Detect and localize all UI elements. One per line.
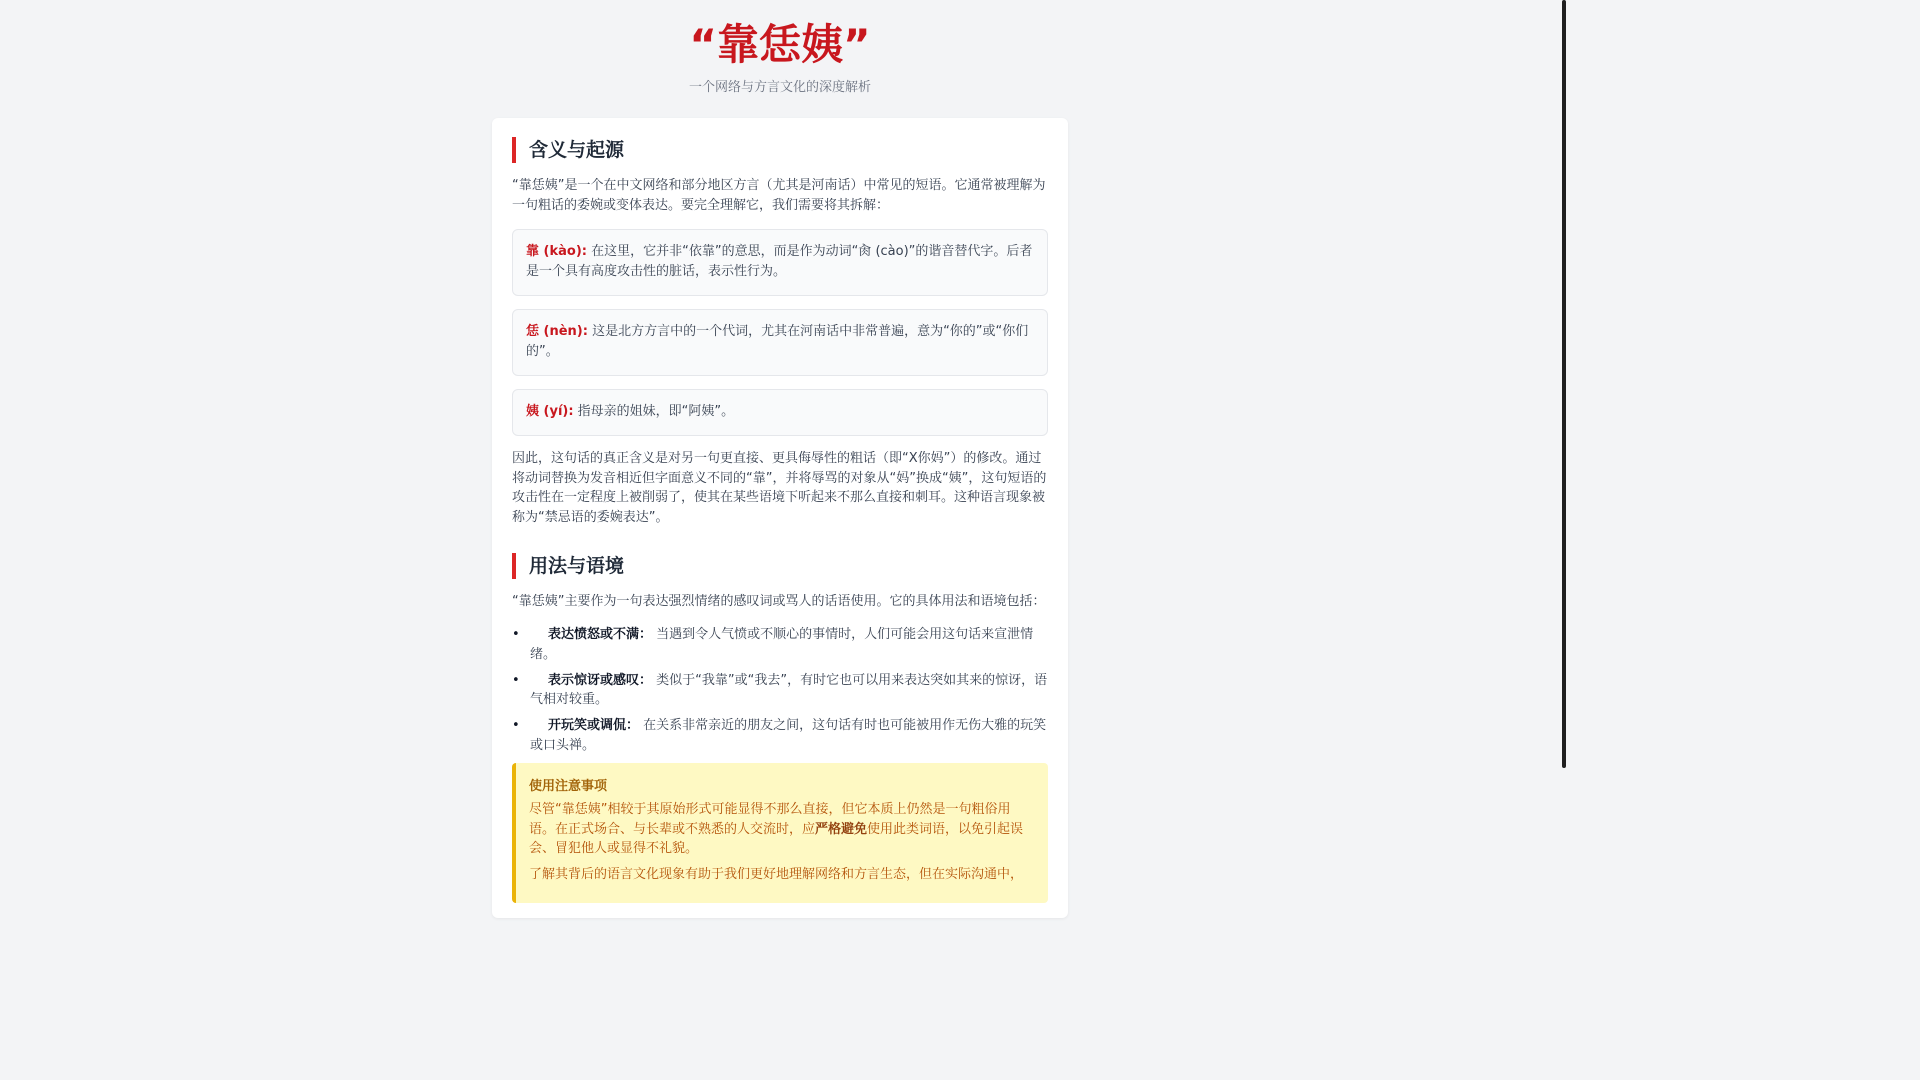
content-card — [492, 118, 1068, 918]
section-title: 含义与起源 — [512, 137, 1048, 163]
section-title: 用法与语境 — [512, 553, 1048, 579]
item-text: 当遇到令人气愤或不顺心的事情时，人们可能会用这句话来宣泄情绪。 — [530, 627, 1034, 662]
item-label: 开玩笑或调侃： — [548, 718, 640, 734]
page-scrollbar[interactable] — [1560, 0, 1568, 882]
item-label: 表示惊讶或感叹： — [548, 672, 653, 688]
term-box-kao — [512, 229, 1048, 296]
term-text: 在这里，它并非“依靠”的意思，而是作为动词“肏 (cào)”的谐音替代字。后者是一个具有高度攻击性的脏话，表示性行为。 — [526, 244, 1033, 279]
term-box-yi — [512, 389, 1048, 436]
section-heading-meaning — [512, 137, 1048, 163]
note-paragraph: 了解其背后的语言文化现象有助于我们更好地理解网络和方言生态，但在实际沟通中， — [529, 866, 1024, 882]
term-label: 靠 (kào): — [526, 244, 587, 259]
term-box-nen — [512, 309, 1048, 376]
meaning-intro: “靠恁姨”是一个在中文网络和部分地区方言（尤其是河南话）中常见的短语。它通常被理解为一句粗话的委婉或变体表达。要完全理解它，我们需要将其拆解： — [512, 178, 1046, 213]
term-label: 恁 (nèn): — [526, 324, 588, 339]
usage-intro: “靠恁姨”主要作为一句表达强烈情绪的感叹词或骂人的话语使用。它的具体用法和语境包括： — [512, 594, 1046, 609]
term-label: 姨 (yí): — [526, 404, 574, 419]
scrollbar-thumb[interactable] — [1562, 0, 1566, 768]
note-text: 尽管“靠恁姨”相较于其原始形式可能显得不那么直接，但它本质上仍然是一句粗俗用语。在正式场合、与长辈或不熟悉的人交流时，应 — [529, 802, 1011, 837]
item-text: 在关系非常亲近的朋友之间，这句话有时也可能被用作无伤大雅的玩笑或口头禅。 — [530, 718, 1047, 753]
item-label: 表达愤怒或不满： — [548, 627, 653, 642]
usage-warning-note — [512, 763, 1048, 903]
note-text: 使用此类词语，以免引起误会、冒犯他人或显得不礼貌。 — [529, 821, 1024, 857]
list-item — [530, 671, 1048, 710]
section-heading-usage — [512, 553, 1048, 579]
page-subtitle: 一个网络与方言文化的深度解析 — [688, 80, 871, 95]
term-text: 指母亲的姐妹，即“阿姨”。 — [573, 404, 735, 419]
meaning-conclusion: 因此，这句话的真正含义是对另一句更直接、更具侮辱性的粗话（即“X你妈”）的修改。通过将动词替换为发音相近但字面意义不同的“靠”，并将辱骂的对象从“妈”换成“姨”，这句短语的攻击性在一定程度上被削弱了，使其在某些语境下听起来不那么直接和刺耳。这种语言现象被称为“禁忌语的委婉表达”。 — [512, 451, 1047, 525]
list-item — [530, 716, 1048, 755]
page-title: “靠恁姨” — [689, 20, 871, 69]
usage-list — [530, 625, 1048, 762]
note-emphasis: 严格避免 — [815, 821, 868, 837]
term-text: 这是北方方言中的一个代词，尤其在河南话中非常普遍，意为“你的”或“你们的”。 — [526, 324, 1029, 359]
page-header — [0, 20, 1560, 95]
note-title: 使用注意事项 — [529, 779, 608, 794]
item-text: 类似于“我靠”或“我去”，有时它也可以用来表达突如其来的惊讶，语气相对较重。 — [530, 672, 1048, 708]
note-paragraph — [529, 800, 1034, 859]
list-item — [530, 625, 1048, 664]
